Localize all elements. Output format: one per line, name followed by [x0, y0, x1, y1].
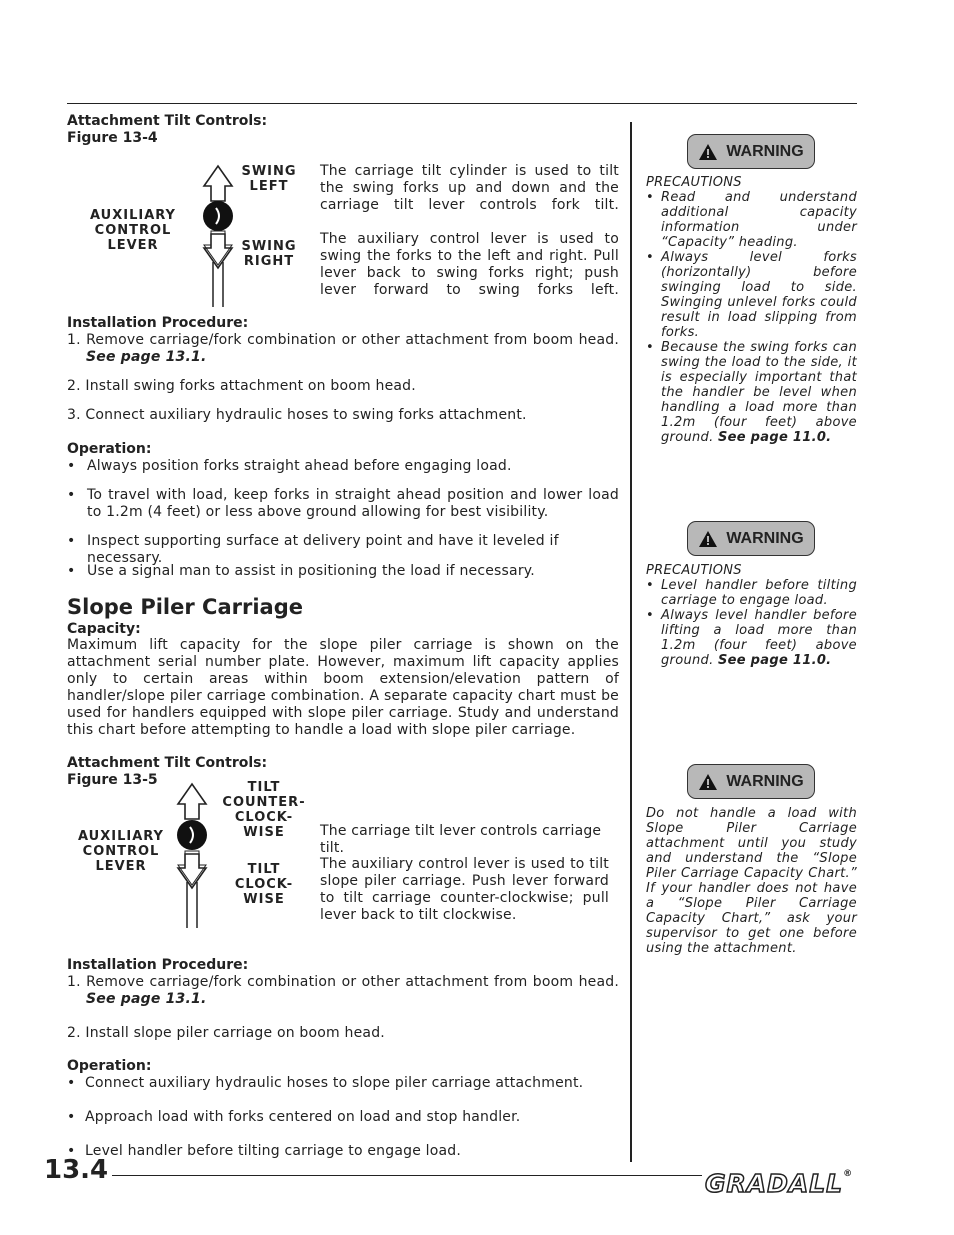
tilt-ccw-label: TILT COUNTER- CLOCK- WISE [222, 780, 306, 840]
s1-figure-label: Figure 13-4 [67, 130, 158, 146]
s2-install-heading: Installation Procedure: [67, 957, 249, 973]
w1-list [646, 190, 857, 445]
page-number: 13.4 [44, 1155, 109, 1185]
w3-text: Do not handle a load with Slope Piler Carriage attachment until you study and understand the “Slope Piler Carriage Capacity Chart.” If your handler does not have a “Slope Piler Carriage Capacity Chart,” ask your supervisor to get one before using the attachment. [646, 806, 857, 956]
s1-install-heading: Installation Procedure: [67, 315, 249, 331]
warning-label: WARNING [726, 142, 804, 160]
s2-operation-heading: Operation: [67, 1058, 152, 1074]
list-item: • Because the swing forks can swing the load to the side, it is especially important that the handler be level when handling a load more than 1.2m (four feet) above ground. See page 11.0. [646, 340, 857, 445]
list-item: • Always level forks (horizontally) before swinging load to side. Swinging unlevel forks could result in load slipping from forks. [646, 250, 857, 340]
column-divider [630, 122, 632, 1162]
s2-para2: The auxiliary control lever is used to tilt slope piler carriage. Push lever forward to tilt carriage counter-clockwise; pull lever back to tilt clockwise. [320, 856, 609, 923]
list-item: • Level handler before tilting carriage to engage load. [646, 578, 857, 608]
s1-install-step-3: 3. Connect auxiliary hydraulic hoses to swing forks attachment. [67, 407, 527, 423]
s2-figure-label: Figure 13-5 [67, 772, 158, 788]
list-item: • Level handler before tilting carriage to engage load. [67, 1143, 462, 1159]
w2-ref: See page 11.0. [717, 653, 832, 668]
w1-title: PRECAUTIONS [646, 175, 742, 190]
tilt-lever-diagram-icon [174, 780, 210, 930]
bottom-rule [112, 1175, 702, 1176]
warning-triangle-icon [698, 530, 718, 548]
tilt-cw-label: TILT CLOCK- WISE [234, 862, 294, 907]
logo-text: GRADALL [705, 1169, 844, 1198]
w1-ref: See page 11.0. [717, 430, 832, 445]
list-item: • To travel with load, keep forks in straight ahead position and lower load to 1.2m (4 feet) or less above ground allowing for best visibility. [67, 487, 619, 520]
s1-install-step-1: 1. Remove carriage/fork combination or other attachment from boom head. [67, 332, 619, 348]
warning-label: WARNING [726, 772, 804, 790]
list-item: • Always position forks straight ahead before engaging load. [67, 458, 512, 474]
s1-install-step-1-ref: See page 13.1. [86, 349, 207, 365]
lever-diagram-icon [200, 162, 236, 310]
warning-triangle-icon [698, 143, 718, 161]
logo-registered-mark: ® [843, 1169, 854, 1179]
capacity-text: Maximum lift capacity for the slope piler carriage is shown on the attachment serial number plate. However, maximum lift capacity applies only to certain areas within boom extension/elevation pattern of handler/slope piler carriage combination. A separate capacity chart must be used for handlers equipped with slope piler carriage. Study and understand this chart before attempting to handle a load with slope piler carriage. [67, 637, 619, 738]
swing-right-label: SWING RIGHT [241, 239, 297, 269]
list-item: • Inspect supporting surface at delivery point and have it leveled if necessary. [67, 533, 559, 566]
list-item: • Always level handler before lifting a load more than 1.2m (four feet) above ground. See page 11.0. [646, 608, 857, 668]
list-item: • Approach load with forks centered on load and stop handler. [67, 1109, 521, 1125]
top-rule [67, 103, 857, 104]
warning-badge [687, 134, 815, 169]
s2-para1: The carriage tilt lever controls carriage tilt. [320, 823, 602, 856]
section-title: Slope Piler Carriage [67, 595, 303, 619]
capacity-heading: Capacity: [67, 621, 141, 637]
w2-title: PRECAUTIONS [646, 563, 742, 578]
s1-heading: Attachment Tilt Controls: [67, 113, 268, 129]
swing-left-label: SWING LEFT [241, 164, 297, 194]
warning-triangle-icon [698, 773, 718, 791]
warning-badge [687, 521, 815, 556]
w2-list [646, 578, 857, 668]
s2-install-step-1: 1. Remove carriage/fork combination or other attachment from boom head. [67, 974, 619, 990]
s1-operation-heading: Operation: [67, 441, 152, 457]
warning-label: WARNING [726, 529, 804, 547]
s1-para1: The carriage tilt cylinder is used to tilt the swing forks up and down and the carriage tilt lever controls fork tilt. [320, 163, 619, 213]
warning-badge [687, 764, 815, 799]
aux-control-lever-label: AUXILIARY CONTROL LEVER [90, 208, 176, 253]
s2-heading: Attachment Tilt Controls: [67, 755, 268, 771]
s2-aux-control-lever-label: AUXILIARY CONTROL LEVER [78, 829, 164, 874]
gradall-logo [705, 1169, 853, 1198]
list-item: • Read and understand additional capacity information under “Capacity” heading. [646, 190, 857, 250]
s2-install-step-2: 2. Install slope piler carriage on boom head. [67, 1025, 385, 1041]
s2-install-step-1-ref: See page 13.1. [86, 991, 207, 1007]
s1-para2: The auxiliary control lever is used to swing the forks to the left and right. Pull lever back to swing forks right; push lever forward to swing forks left. [320, 231, 619, 298]
list-item: • Use a signal man to assist in positioning the load if necessary. [67, 563, 535, 579]
list-item: • Connect auxiliary hydraulic hoses to slope piler carriage attachment. [67, 1075, 584, 1091]
s1-install-step-2: 2. Install swing forks attachment on boom head. [67, 378, 416, 394]
